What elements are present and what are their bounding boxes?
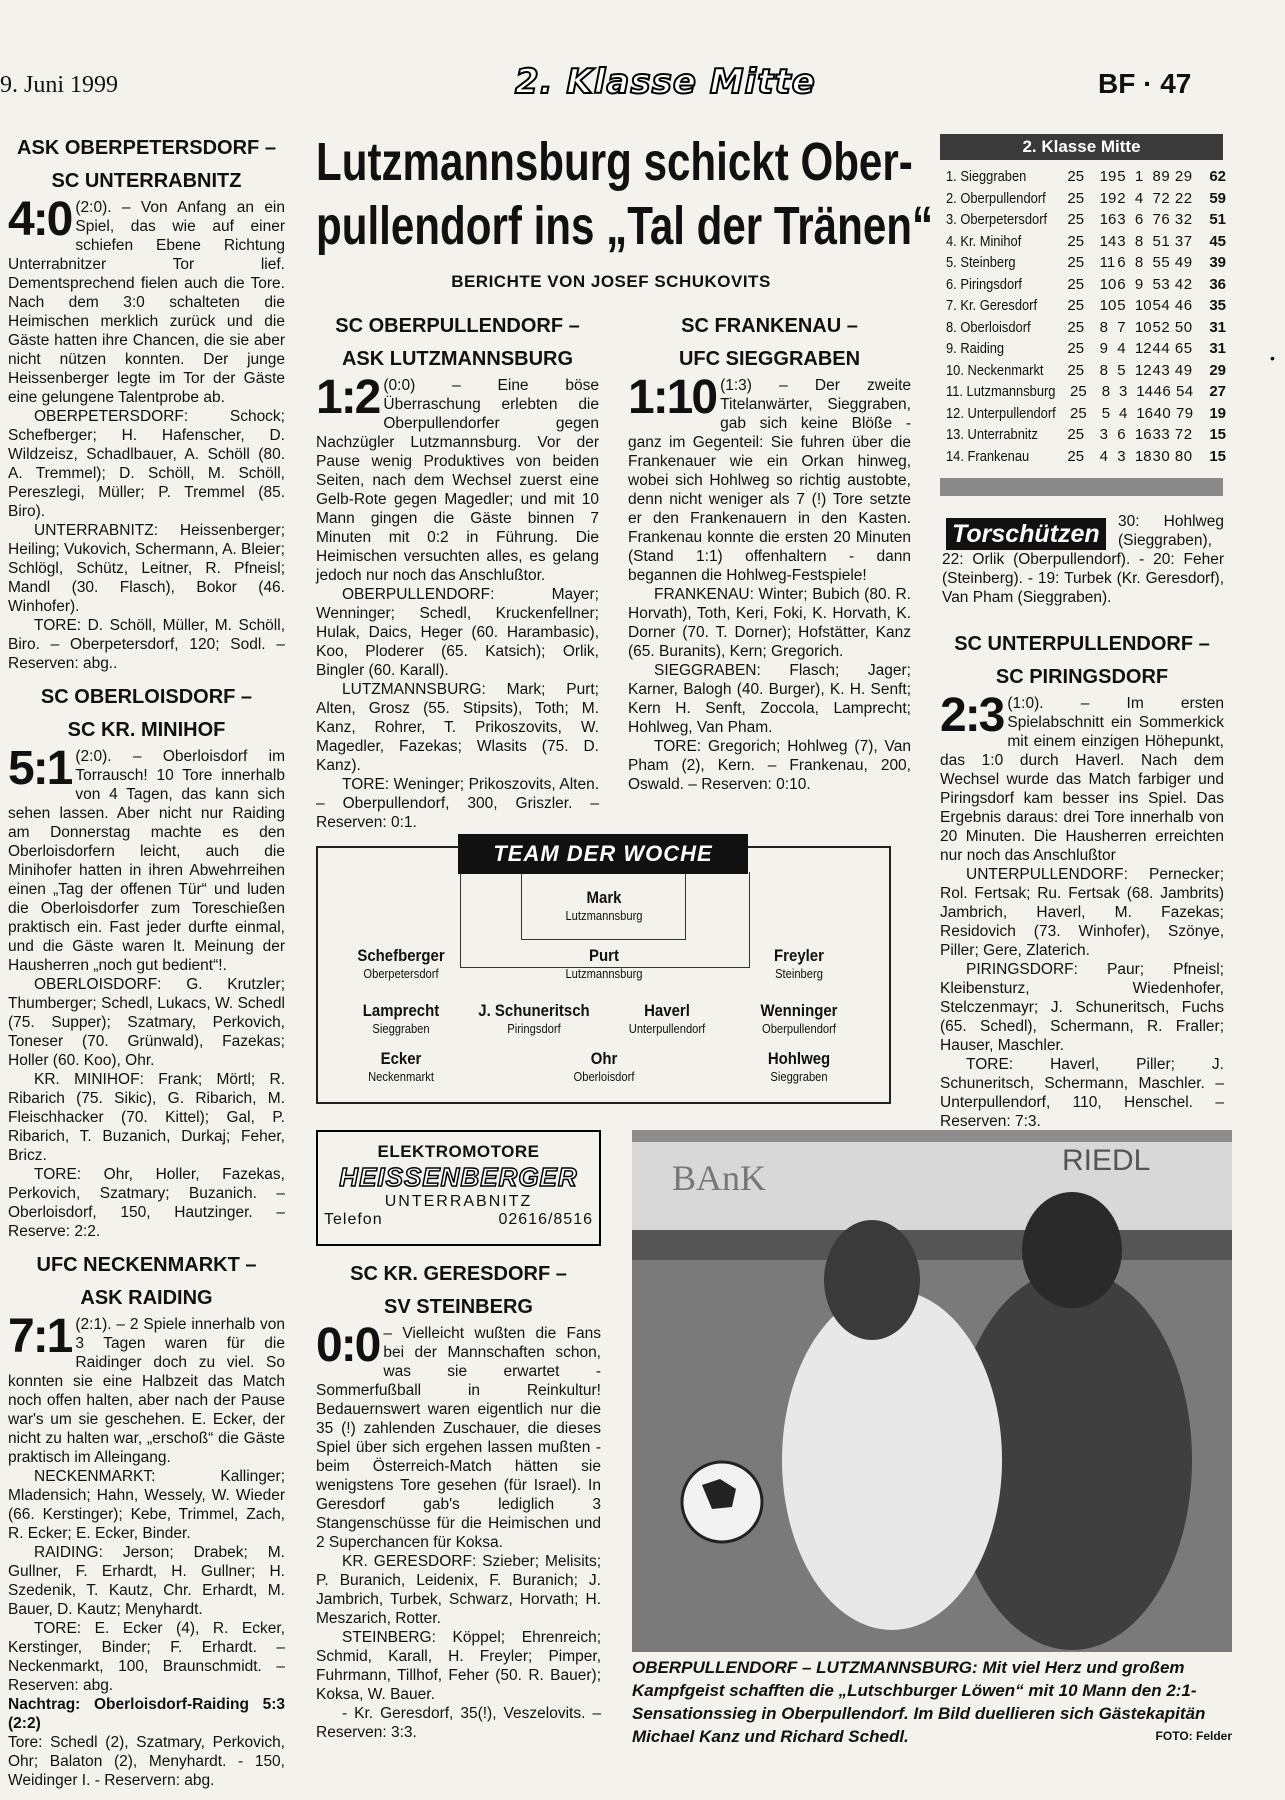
standings-cell: 1 bbox=[1134, 168, 1144, 185]
standings-cell: 8. Oberloisdorf bbox=[946, 318, 1031, 336]
standings-cell: 25 bbox=[1067, 447, 1085, 465]
standings-cell: 31 bbox=[1209, 340, 1227, 357]
standings-cell: 25 bbox=[1067, 189, 1085, 207]
addendum-text: Tore: Schedl (2), Szatmary, Perkovich, Ohr; Balaton (2), Menyhardt. - 150, Weidinger I. - Reservern: abg. bbox=[8, 1734, 285, 1789]
match-report: (0:0) – Eine böse Überraschung erlebten die Oberpullendorfer gegen Nachzügler Lutzmannsburg. Vor der Pause wenig Produktives von beiden Seiten, nach dem Wechsel zuerst eine Gelb-Rote gegen Magedler; und mit 10 Mann gingen die Gäste binnen 7 Minuten mit 0:2 in Führung. Die Heimischen versuchten alles, es gelang jedoch nur noch das Anschlußtor. bbox=[316, 377, 599, 584]
standings-cell: 12 bbox=[1134, 361, 1152, 379]
player-name: Haverl bbox=[644, 1001, 690, 1020]
player-club: Lutzmannsburg bbox=[565, 908, 643, 923]
match-report: – Vielleicht wußten die Fans bei der Mannschaften schon, was sie erwartet - Sommerfußball in Reinkultur! Bedauernswert waren eigentlich nur die 35 (!) zahlenden Zuschauer, die dieses Spiel über sich ergehen lassen mußten - beim Österreich-Match hätten sie wenigstens Tore gesehen (für Israel). In Geresdorf gab's lediglich 3 Stangenschüsse für die Heimischen und 2 Superchancen für Koksa. bbox=[316, 1325, 601, 1551]
standings-cell: 39 bbox=[1209, 254, 1227, 271]
match-report: (1:0). – Im ersten Spielabschnitt ein Sommerkick mit einem einzigen Höhepunkt, das 1:0 durch Haverl. Nach dem Wechsel wurde das Match farbiger und Piringsdorf kam besser ins Spiel. Das Ergebnis daraus: drei Tore innerhalb von 20 Minuten. Die Hausherren erreichten nur noch das Anschlußtor bbox=[940, 695, 1224, 864]
standings-cell: 16 bbox=[1099, 211, 1117, 228]
lineup-home: OBERLOISDORF: G. Krutzler; Thumberger; Schedl, Lukacs, W. Schedl (75. Supper); Szatmary, Perkovich, Toneser (70. Grünwald), Fazekas; Holler (60. Koo), Ohr. bbox=[8, 976, 285, 1069]
caption-text: OBERPULLENDORF – LUTZMANNSBURG: Mit viel Herz und großem Kampfgeist schafften die „Lutschburger Löwen“ mit 10 Mann den 2:1-Sensationssieg in Oberpullendorf. Im Bild duellieren sich Gästekapitän Michael Kanz und Richard Schedl. bbox=[632, 1658, 1206, 1746]
standings-cell: 12. Unterpullendorf bbox=[946, 404, 1056, 422]
ad-phone-label: Telefon bbox=[324, 1211, 383, 1228]
standings-cell: 10 bbox=[1134, 318, 1152, 336]
standings-row bbox=[946, 252, 1226, 274]
player bbox=[714, 1001, 884, 1036]
standings-cell: 3 bbox=[1117, 447, 1126, 465]
standings-cell: 3 bbox=[1117, 232, 1126, 250]
match-goals: TORE: E. Ecker (4), R. Ecker, Kerstinger, Binder; F. Erhardt. – Neckenmarkt, 100, Braunschmidt. – Reserven: abg. bbox=[8, 1620, 285, 1694]
standings-cell: 4. Kr. Minihof bbox=[946, 232, 1022, 250]
player-club: Unterpullendorf bbox=[628, 1021, 706, 1036]
standings-cell: 55 49 bbox=[1152, 254, 1193, 271]
player-name: Ohr bbox=[590, 1049, 618, 1068]
lineup-home: OBERPULLENDORF: Mayer; Wenninger; Schedl, Kruckenfellner; Hulak, Daics, Heger (60. Harambasic), Koo, Ploderer (65. Katsich); Orlik, Bingler (60. Karall). bbox=[316, 586, 599, 679]
standings-cell: 5 bbox=[1117, 168, 1126, 185]
standings-cell: 4 bbox=[1134, 189, 1144, 207]
match-score: 5:1 bbox=[8, 742, 72, 795]
match-score: 4:0 bbox=[8, 193, 72, 246]
standings-cell: 40 79 bbox=[1153, 404, 1194, 422]
ad-location: UNTERRABNITZ bbox=[384, 1193, 533, 1210]
match-score: 0:0 bbox=[316, 1319, 380, 1372]
standings-cell: 16 bbox=[1136, 404, 1153, 422]
standings-cell: 89 29 bbox=[1152, 168, 1193, 185]
match-title: ASK RAIDING bbox=[80, 1287, 213, 1309]
standings-row bbox=[946, 209, 1226, 231]
player-club: Oberpetersdorf bbox=[363, 966, 439, 981]
advertisement bbox=[316, 1130, 601, 1246]
player-goalkeeper bbox=[519, 888, 689, 923]
standings-cell: 5 bbox=[1117, 297, 1126, 314]
headline-line: pullendorf ins „Tal der Tränen“ bbox=[316, 196, 934, 256]
headline-line: Lutzmannsburg schickt Ober- bbox=[316, 132, 913, 192]
standings-cell: 10. Neckenmarkt bbox=[946, 361, 1044, 379]
match-report: (1:3) – Der zweite Titelanwärter, Sieggraben, gab sich keine Blöße - ganz im Gegenteil: Sie fuhren über die Frankenauer wie ein Orkan hinweg, wobei sich Hohlweg so richtig austobte, denn nicht weniger als 7 (!) Tore setzte er den Frankenauern in den Kasten. Frankenau konnte die ersten 20 Minuten (Stand 1:1) offenhaltern - dann begannen die Hohlweg-Festspiele! bbox=[628, 377, 911, 584]
standings-cell: 6 bbox=[1117, 275, 1126, 293]
column-mid-left bbox=[316, 310, 599, 832]
match-score: 1:2 bbox=[316, 371, 380, 424]
standings-cell: 9 bbox=[1099, 340, 1109, 357]
player bbox=[519, 946, 689, 981]
player-club: Piringsdorf bbox=[507, 1021, 561, 1036]
main-headline bbox=[316, 130, 934, 258]
standings-cell: 14 bbox=[1136, 383, 1153, 400]
margin-mark: • bbox=[1270, 350, 1275, 366]
match-title: SC UNTERPULLENDORF – bbox=[954, 633, 1210, 655]
ad-line: ELEKTROMOTORE bbox=[377, 1142, 540, 1161]
standings-table bbox=[946, 166, 1226, 467]
standings-cell: 6 bbox=[1117, 254, 1126, 271]
standings-cell: 51 bbox=[1209, 211, 1227, 228]
standings-cell: 5 bbox=[1101, 404, 1111, 422]
standings-cell: 6 bbox=[1134, 211, 1144, 228]
scorers-label-space bbox=[942, 512, 1118, 542]
match-title: ASK OBERPETERSDORF – bbox=[17, 137, 276, 159]
player bbox=[714, 1049, 884, 1084]
player-head-right bbox=[1022, 1192, 1122, 1308]
standings-cell: 16 bbox=[1134, 426, 1152, 443]
match-report: (2:0). – Von Anfang an ein Spiel, das wie auf einer schiefen Ebene Richtung Unterrabnitzer Tor lief. Dementsprechend fielen auch die Tore. Nach dem 3:0 schalteten die Heimischen merklich zurück und die Gäste hatten ihre Chancen, die sie aber nicht nützen konnten. Der junge Heissenberger legte im Tor der Gäste eine gelungene Talentprobe ab. bbox=[8, 199, 285, 406]
standings-cell: 8 bbox=[1134, 232, 1144, 250]
standings-cell: 29 bbox=[1209, 361, 1227, 379]
ad-phone-number: 02616/8516 bbox=[498, 1211, 593, 1228]
standings-cell: 33 72 bbox=[1152, 426, 1193, 443]
ad-phone bbox=[318, 1211, 599, 1229]
lineup-home: OBERPETERSDORF: Schock; Schefberger; H. Hafenscher, D. Wildzeisz, Schadlbauer, A. Schöll (80. A. Tremmel); D. Schöll, M. Schöll, Pereszlegi, Müller; P. Tremmel (85. Biro). bbox=[8, 408, 285, 520]
player-club: Sieggraben bbox=[372, 1021, 430, 1036]
photo-caption bbox=[632, 1656, 1232, 1748]
standings-cell: 15 bbox=[1209, 447, 1227, 465]
standings-cell: 25 bbox=[1067, 211, 1085, 228]
ad-company: HEISSENBERGER bbox=[339, 1162, 578, 1192]
standings-cell: 76 32 bbox=[1152, 211, 1193, 228]
standings-cell: 51 37 bbox=[1152, 232, 1193, 250]
standings-row bbox=[946, 381, 1226, 403]
match-title: SC KR. GERESDORF – bbox=[350, 1263, 567, 1285]
standings-cell: 62 bbox=[1209, 168, 1227, 185]
standings-row bbox=[946, 166, 1226, 188]
player bbox=[714, 946, 884, 981]
standings-cell: 2. Oberpullendorf bbox=[946, 189, 1046, 207]
standings-cell: 19 bbox=[1209, 404, 1226, 422]
standings-cell: 3 bbox=[1119, 383, 1128, 400]
player bbox=[519, 1049, 689, 1084]
standings-cell: 11. Lutzmannsburg bbox=[946, 383, 1056, 400]
standings-cell: 25 bbox=[1067, 168, 1085, 185]
lineup-away: STEINBERG: Köppel; Ehrenreich; Schmid, Karall, H. Freyler; Pimper, Fuhrmann, Tillhof, Feher (50. R. Bauer); Koksa, W. Bauer. bbox=[316, 1629, 601, 1703]
standings-title: 2. Klasse Mitte bbox=[940, 134, 1223, 160]
standings-row bbox=[946, 188, 1226, 210]
banner-text: RIEDL bbox=[1062, 1144, 1151, 1177]
lineup-away: SIEGGRABEN: Flasch; Jager; Karner, Balogh (40. Burger), K. H. Senft; Kern H. Senft, Zoccola, Lamprecht; Hohlweg, Van Pham. bbox=[628, 662, 911, 736]
standings-cell: 36 bbox=[1209, 275, 1227, 293]
standings-cell: 59 bbox=[1209, 189, 1227, 207]
player-club: Steinberg bbox=[775, 966, 823, 981]
standings-cell: 25 bbox=[1070, 383, 1087, 400]
standings-cell: 27 bbox=[1209, 383, 1226, 400]
player bbox=[316, 1049, 486, 1084]
team-of-week-title: TEAM DER WOCHE bbox=[458, 834, 748, 874]
player-name: Purt bbox=[589, 946, 619, 965]
standings-cell: 9 bbox=[1134, 275, 1144, 293]
standings-cell: 10 bbox=[1099, 275, 1117, 293]
standings-cell: 2 bbox=[1117, 189, 1126, 207]
standings-cell: 43 49 bbox=[1152, 361, 1193, 379]
player-name: Mark bbox=[586, 888, 622, 907]
match-title: SC OBERLOISDORF – bbox=[40, 686, 253, 708]
match-report: (2:1). – 2 Spiele innerhalb von 3 Tagen waren für die Raidinger doch zu viel. So konnten sie eine Halbzeit das Match noch offen halten, aber nach der Pause war's um sie geschehen. E. Ecker, der nicht zu halten war, „erschoß“ die Gäste praktisch im Alleingang. bbox=[8, 1316, 285, 1466]
scorers-text: 30: Hohlweg (Sieggraben), 22: Orlik (Oberpullendorf). - 20: Feher (Steinberg). - 19: Turbek (Kr. Geresdorf), Van Pham (Sieggraben). bbox=[942, 513, 1224, 606]
standings-cell: 25 bbox=[1067, 254, 1085, 271]
standings-row bbox=[946, 231, 1226, 253]
match-title: SC FRANKENAU – bbox=[681, 315, 858, 337]
standings-cell: 31 bbox=[1209, 318, 1227, 336]
lineup-home: NECKENMARKT: Kallinger; Mladensich; Hahn, Wessely, W. Wieder (66. Kerstinger); Kebe, Trimmel, Zach, R. Ecker; E. Ecker, Binder. bbox=[8, 1468, 285, 1542]
match-title: SC UNTERRABNITZ bbox=[51, 170, 242, 192]
match-title: SC OBERPULLENDORF – bbox=[335, 315, 580, 337]
lineup-away: PIRINGSDORF: Paur; Pfneisl; Kleibensturz, Wiedenhofer, Stelczenmayr; J. Schuneritsch, Fuchs (65. Schedl), Schermann, R. Fraller; Hauser, Maschler. bbox=[940, 961, 1224, 1054]
scorers-list bbox=[942, 512, 1224, 607]
lineup-away: KR. MINIHOF: Frank; Mörtl; R. Ribarich (75. Sikic), G. Ribarich, M. Fleischhacker (70. Kittel); Gal, P. Ribarich, T. Buzanich, Durkaj; Feher, Bricz. bbox=[8, 1071, 285, 1164]
photo-credit: FOTO: Felder bbox=[1155, 1729, 1232, 1743]
standings-row bbox=[946, 338, 1226, 360]
standings-cell: 12 bbox=[1134, 340, 1152, 357]
issue-date: 9. Juni 1999 bbox=[0, 72, 119, 98]
lineup-away: UNTERRABNITZ: Heissenberger; Heiling; Vukovich, Schermann, A. Bleier; Schlögl, Schütz, Leitner, R. Pfneisl; Mandl (30. Flasch), Bokor (46. Winhofer). bbox=[8, 522, 285, 615]
standings-cell: 8 bbox=[1134, 254, 1144, 271]
standings-cell: 44 65 bbox=[1152, 340, 1193, 357]
player-name: Wenninger bbox=[760, 1001, 838, 1020]
divider-bar bbox=[940, 478, 1223, 496]
standings-cell: 53 42 bbox=[1152, 275, 1193, 293]
standings-cell: 4 bbox=[1117, 340, 1126, 357]
standings-cell: 46 54 bbox=[1153, 383, 1194, 400]
standings-cell: 25 bbox=[1067, 297, 1085, 314]
column-bottom-mid bbox=[316, 1258, 601, 1742]
match-goals: TORE: Gregorich; Hohlweg (7), Van Pham (2), Kern. – Frankenau, 200, Oswald. – Reserven: 0:10. bbox=[628, 738, 911, 793]
player-name: J. Schuneritsch bbox=[478, 1001, 590, 1020]
match-photo bbox=[632, 1130, 1232, 1652]
section-title: 2. Klasse Mitte bbox=[515, 62, 816, 102]
banner-text: BAnK bbox=[672, 1158, 767, 1198]
standings-cell: 25 bbox=[1067, 275, 1085, 293]
standings-cell: 25 bbox=[1067, 318, 1085, 336]
standings-cell: 25 bbox=[1067, 361, 1085, 379]
page-number: BF · 47 bbox=[1098, 68, 1192, 99]
player-name: Freyler bbox=[774, 946, 824, 965]
standings-cell: 5. Steinberg bbox=[946, 254, 1016, 271]
standings-cell: 7. Kr. Geresdorf bbox=[946, 297, 1038, 314]
player-head-left bbox=[824, 1220, 920, 1340]
standings-cell: 52 50 bbox=[1152, 318, 1193, 336]
standings-row bbox=[946, 446, 1226, 468]
standings-cell: 19 bbox=[1099, 168, 1117, 185]
team-players bbox=[316, 846, 891, 1104]
standings-cell: 54 46 bbox=[1152, 297, 1193, 314]
byline: BERICHTE VON JOSEF SCHUKOVITS bbox=[451, 272, 771, 291]
standings-cell: 8 bbox=[1101, 383, 1111, 400]
standings-cell: 45 bbox=[1209, 232, 1227, 250]
standings-row bbox=[946, 403, 1226, 425]
standings-cell: 8 bbox=[1099, 361, 1109, 379]
match-title: SV STEINBERG bbox=[384, 1296, 533, 1318]
match-goals: TORE: Ohr, Holler, Fazekas, Perkovich, Szatmary; Buzanich. – Oberloisdorf, 150, Hautzinger. – Reserve: 2:2. bbox=[8, 1166, 285, 1240]
standings-cell: 3 bbox=[1099, 426, 1109, 443]
player-name: Hohlweg bbox=[767, 1049, 831, 1068]
standings-cell: 4 bbox=[1099, 447, 1109, 465]
standings-cell: 18 bbox=[1134, 447, 1152, 465]
column-mid-right bbox=[628, 310, 911, 794]
standings-cell: 7 bbox=[1117, 318, 1126, 336]
match-title: SC PIRINGSDORF bbox=[995, 666, 1169, 688]
standings-cell: 5 bbox=[1117, 361, 1126, 379]
player-club: Sieggraben bbox=[770, 1069, 828, 1084]
standings-cell: 35 bbox=[1209, 297, 1227, 314]
standings-cell: 6 bbox=[1117, 426, 1126, 443]
lineup-away: RAIDING: Jerson; Drabek; M. Gullner, F. Erhardt, H. Gullner; H. Szedenik, T. Kautz, Chr. Erhardt, M. Bauer, D. Kautz; Menyhardt. bbox=[8, 1544, 285, 1618]
standings-cell: 1. Sieggraben bbox=[946, 168, 1027, 185]
standings-cell: 19 bbox=[1099, 189, 1117, 207]
lineup-away: LUTZMANNSBURG: Mark; Purt; Alten, Grosz (55. Stipsits), Toth; M. Kanz, Rohrer, T. Prikoszovits, W. Magedler, Fazekas; Wlasits (75. D. Kanz). bbox=[316, 681, 599, 774]
standings-cell: 10 bbox=[1134, 297, 1152, 314]
standings-row bbox=[946, 274, 1226, 296]
match-goals: TORE: Weninger; Prikoszovits, Alten. – Oberpullendorf, 300, Griszler. – Reserven: 0:1. bbox=[316, 776, 599, 831]
player bbox=[316, 946, 486, 981]
match-title: UFC NECKENMARKT – bbox=[36, 1254, 257, 1276]
addendum-title: Nachtrag: Oberloisdorf-Raiding 5:3 (2:2) bbox=[8, 1696, 285, 1732]
standings-cell: 11 bbox=[1099, 254, 1116, 271]
standings-cell: 3. Oberpetersdorf bbox=[946, 211, 1048, 228]
standings-cell: 72 22 bbox=[1152, 189, 1193, 207]
standings-cell: 30 80 bbox=[1152, 447, 1193, 465]
standings-cell: 25 bbox=[1070, 404, 1087, 422]
player-club: Neckenmarkt bbox=[368, 1069, 434, 1084]
match-score: 2:3 bbox=[940, 689, 1004, 742]
standings-cell: 8 bbox=[1099, 318, 1109, 336]
match-goals: TORE: D. Schöll, Müller, M. Schöll, Biro. – Oberpetersdorf, 120; Sodl. – Reserven: abg.. bbox=[8, 617, 285, 672]
standings-row bbox=[946, 424, 1226, 446]
player-figure-left bbox=[782, 1290, 1002, 1630]
standings-cell: 14. Frankenau bbox=[946, 447, 1030, 465]
scorers-label: Torschützen bbox=[946, 518, 1106, 550]
standings-cell: 14 bbox=[1099, 232, 1117, 250]
match-goals: - Kr. Geresdorf, 35(!), Veszelovits. – Reserven: 3:3. bbox=[316, 1705, 601, 1741]
match-report: (2:0). – Oberloisdorf im Torrausch! 10 Tore innerhalb von 4 Tagen, das kann sich sehen lassen. Aber nicht nur Raiding am Donnerstag machte es den Oberloisdorfern leicht, auch die Minihofer hatten in ihren Abwehrreihen einen „Tag der offenen Tür“ und luden die Oberloisdorfer zum Toreschießen praktisch ein. Fast jeder durfte einmal, und die Gäste waren lt. Meinung der Hausherren „noch gut bedient“!. bbox=[8, 748, 285, 974]
lineup-home: KR. GERESDORF: Szieber; Melisits; P. Buranich, Leidenix, F. Buranich; J. Jambrich, Turbek, Schwarz, Horvath; H. Meszarich, Rotter. bbox=[316, 1553, 601, 1627]
player-name: Lamprecht bbox=[362, 1001, 440, 1020]
match-goals: TORE: Haverl, Piller; J. Schuneritsch, Schermann, Maschler. – Unterpullendorf, 110, Henschel. – Reserven: 7:3. bbox=[940, 1056, 1224, 1130]
standings-cell: 6. Piringsdorf bbox=[946, 275, 1023, 293]
standings-row bbox=[946, 295, 1226, 317]
column-left bbox=[8, 132, 285, 1790]
match-title: ASK LUTZMANNSBURG bbox=[341, 348, 574, 370]
lineup-home: FRANKENAU: Winter; Bubich (80. R. Horvath), Toth, Keri, Foki, K. Horvath, K. Dorner (70. T. Dorner); Hofstätter, Kanz (65. Buranits), Kern; Gregorich. bbox=[628, 586, 911, 660]
column-right bbox=[940, 628, 1224, 1131]
photo-illustration bbox=[632, 1130, 1232, 1652]
standings-cell: 25 bbox=[1067, 232, 1085, 250]
player-name: Schefberger bbox=[357, 946, 445, 965]
standings-cell: 4 bbox=[1119, 404, 1128, 422]
player-club: Oberloisdorf bbox=[573, 1069, 635, 1084]
standings-cell: 15 bbox=[1209, 426, 1227, 443]
standings-cell: 25 bbox=[1067, 426, 1085, 443]
standings-cell: 13. Unterrabnitz bbox=[946, 426, 1038, 443]
player-name: Ecker bbox=[380, 1049, 422, 1068]
standings-row bbox=[946, 360, 1226, 382]
standings-cell: 25 bbox=[1067, 340, 1085, 357]
match-title: UFC SIEGGRABEN bbox=[678, 348, 861, 370]
match-score: 7:1 bbox=[8, 1310, 72, 1363]
player-club: Lutzmannsburg bbox=[565, 966, 643, 981]
match-score: 1:10 bbox=[628, 371, 717, 424]
player-club: Oberpullendorf bbox=[762, 1021, 836, 1036]
standings-cell: 10 bbox=[1099, 297, 1117, 314]
standings-cell: 9. Raiding bbox=[946, 340, 1005, 357]
standings-row bbox=[946, 317, 1226, 339]
lineup-home: UNTERPULLENDORF: Pernecker; Rol. Fertsak; Ru. Fertsak (68. Jambrits) Jambrich, Haverl, M. Fazekas; Residovich (73. Winhofer), Szönye, Piller; Gere, Zlaterich. bbox=[940, 866, 1224, 959]
standings-cell: 3 bbox=[1117, 211, 1126, 228]
match-title: SC KR. MINIHOF bbox=[67, 719, 226, 741]
